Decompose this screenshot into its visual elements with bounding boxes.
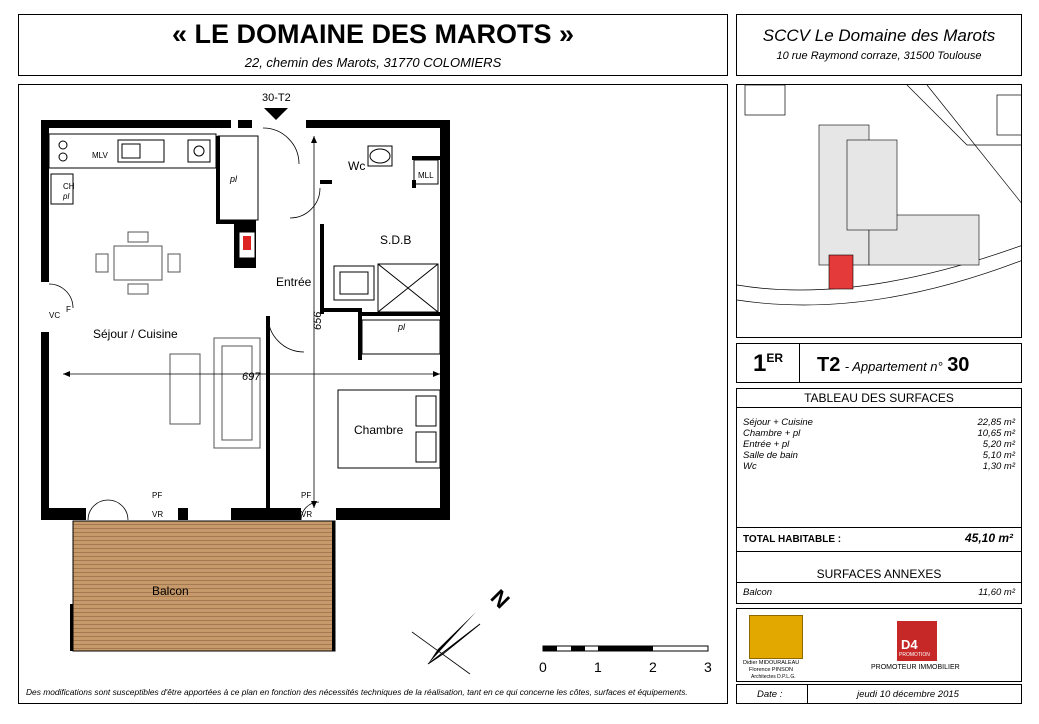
label-mll: MLL: [418, 171, 434, 180]
dining-table: [96, 232, 180, 294]
surface-label: Wc: [743, 461, 757, 472]
project-address: 22, chemin des Marots, 31770 COLOMIERS: [244, 55, 502, 70]
unit-type: [817, 354, 969, 377]
label-sejour: Séjour / Cuisine: [93, 327, 178, 341]
north-label: N: [485, 584, 515, 614]
label-pl-entry: pl: [230, 174, 238, 184]
label-pf-chambre: PF: [301, 491, 312, 500]
scale-label-3: 3: [704, 659, 712, 675]
surface-label: Salle de bain: [743, 450, 798, 461]
architect-title: Architectes D.P.L.G.: [751, 674, 796, 680]
label-vr-chambre: VR: [301, 510, 313, 519]
label-sdb: S.D.B: [380, 233, 412, 247]
annex-row: [743, 587, 1015, 598]
label-f: F: [66, 305, 71, 314]
sofa: [170, 338, 260, 448]
surface-row: [743, 439, 1015, 450]
project-title: « LE DOMAINE DES MAROTS »: [171, 19, 575, 49]
floor-value: 1: [753, 350, 767, 377]
promoter-sub: PROMOTION: [899, 652, 930, 658]
label-mlv: MLV: [92, 151, 108, 160]
floor-plan: [18, 84, 728, 684]
promoter-mark: D4: [901, 637, 918, 652]
scale-label-1: 1: [594, 659, 602, 675]
surface-label: Chambre + pl: [743, 428, 801, 439]
company-block: [736, 14, 1022, 76]
label-chambre: Chambre: [354, 423, 404, 437]
balcony-floor: [73, 521, 335, 651]
kitchen-counter: [49, 134, 216, 168]
title-block: [18, 14, 728, 76]
label-balcon: Balcon: [152, 584, 189, 598]
surface-row: [743, 450, 1015, 461]
scale-label-2: 2: [649, 659, 657, 675]
surface-value: 10,65 m²: [977, 428, 1015, 439]
date-block: [736, 684, 1022, 704]
unit-header: [736, 343, 1022, 383]
label-wc: Wc: [348, 159, 366, 173]
date-label: Date :: [757, 689, 783, 700]
annex-value: 11,60 m²: [978, 587, 1015, 598]
annex-label: Balcon: [743, 587, 773, 598]
date-value: jeudi 10 décembre 2015: [857, 689, 959, 700]
scale-bar: [539, 646, 712, 675]
lot-marker: 30-T2: [262, 92, 291, 104]
dimension-depth: 656: [312, 311, 324, 330]
company-name: SCCV Le Domaine des Marots: [762, 26, 996, 45]
surface-row: [743, 461, 1015, 472]
floor-number: [753, 350, 783, 378]
surface-value: 5,10 m²: [982, 450, 1015, 461]
surface-row: [743, 417, 1015, 428]
apartment-highlight: [829, 255, 853, 289]
apartment-label: - Appartement n°: [844, 359, 943, 374]
architect-logo: [749, 615, 803, 659]
unit-type-value: T2: [817, 354, 841, 376]
annexes-title: SURFACES ANNEXES: [816, 567, 942, 581]
surfaces-table: [736, 388, 1022, 604]
surface-label: Séjour + Cuisine: [743, 417, 813, 428]
total-label: TOTAL HABITABLE :: [743, 534, 842, 545]
label-pl-sdb: pl: [398, 322, 406, 332]
total-value: 45,10 m²: [964, 531, 1013, 545]
site-plan: [736, 84, 1022, 338]
dimension-width: 697: [242, 371, 261, 383]
surface-value: 1,30 m²: [982, 461, 1015, 472]
label-entree: Entrée: [276, 275, 312, 289]
scale-label-0: 0: [539, 659, 547, 675]
label-vc: VC: [49, 311, 61, 320]
architect-name: Didier MIDOURALEAU: [743, 660, 800, 666]
surface-value: 22,85 m²: [977, 417, 1015, 428]
promoter-logo: [897, 621, 937, 661]
surface-label: Entrée + pl: [743, 439, 790, 450]
logos-block: [736, 608, 1022, 682]
architect-name-2: Florence PINSON: [749, 667, 794, 673]
label-pl-kitchen: pl: [63, 192, 70, 201]
disclaimer: Des modifications sont susceptibles d'être apportées à ce plan en fonction des nécessités techniques de la réalisation, tant en ce qui concerne les côtes, surfaces et équipements.: [26, 687, 688, 697]
label-vr-sejour: VR: [152, 510, 164, 519]
surface-value: 5,20 m²: [982, 439, 1015, 450]
apartment-number: 30: [947, 354, 970, 376]
label-pf-sejour: PF: [152, 491, 163, 500]
company-address: 10 rue Raymond corraze, 31500 Toulouse: [776, 50, 982, 62]
label-ch: CH: [63, 182, 75, 191]
entry-arrow-icon: [264, 108, 288, 120]
north-arrow-icon: [412, 584, 515, 674]
promoter-text: PROMOTEUR IMMOBILIER: [871, 664, 960, 671]
surfaces-title: TABLEAU DES SURFACES: [804, 391, 954, 405]
surface-row: [743, 428, 1015, 439]
floor-suffix: ER: [766, 351, 784, 365]
